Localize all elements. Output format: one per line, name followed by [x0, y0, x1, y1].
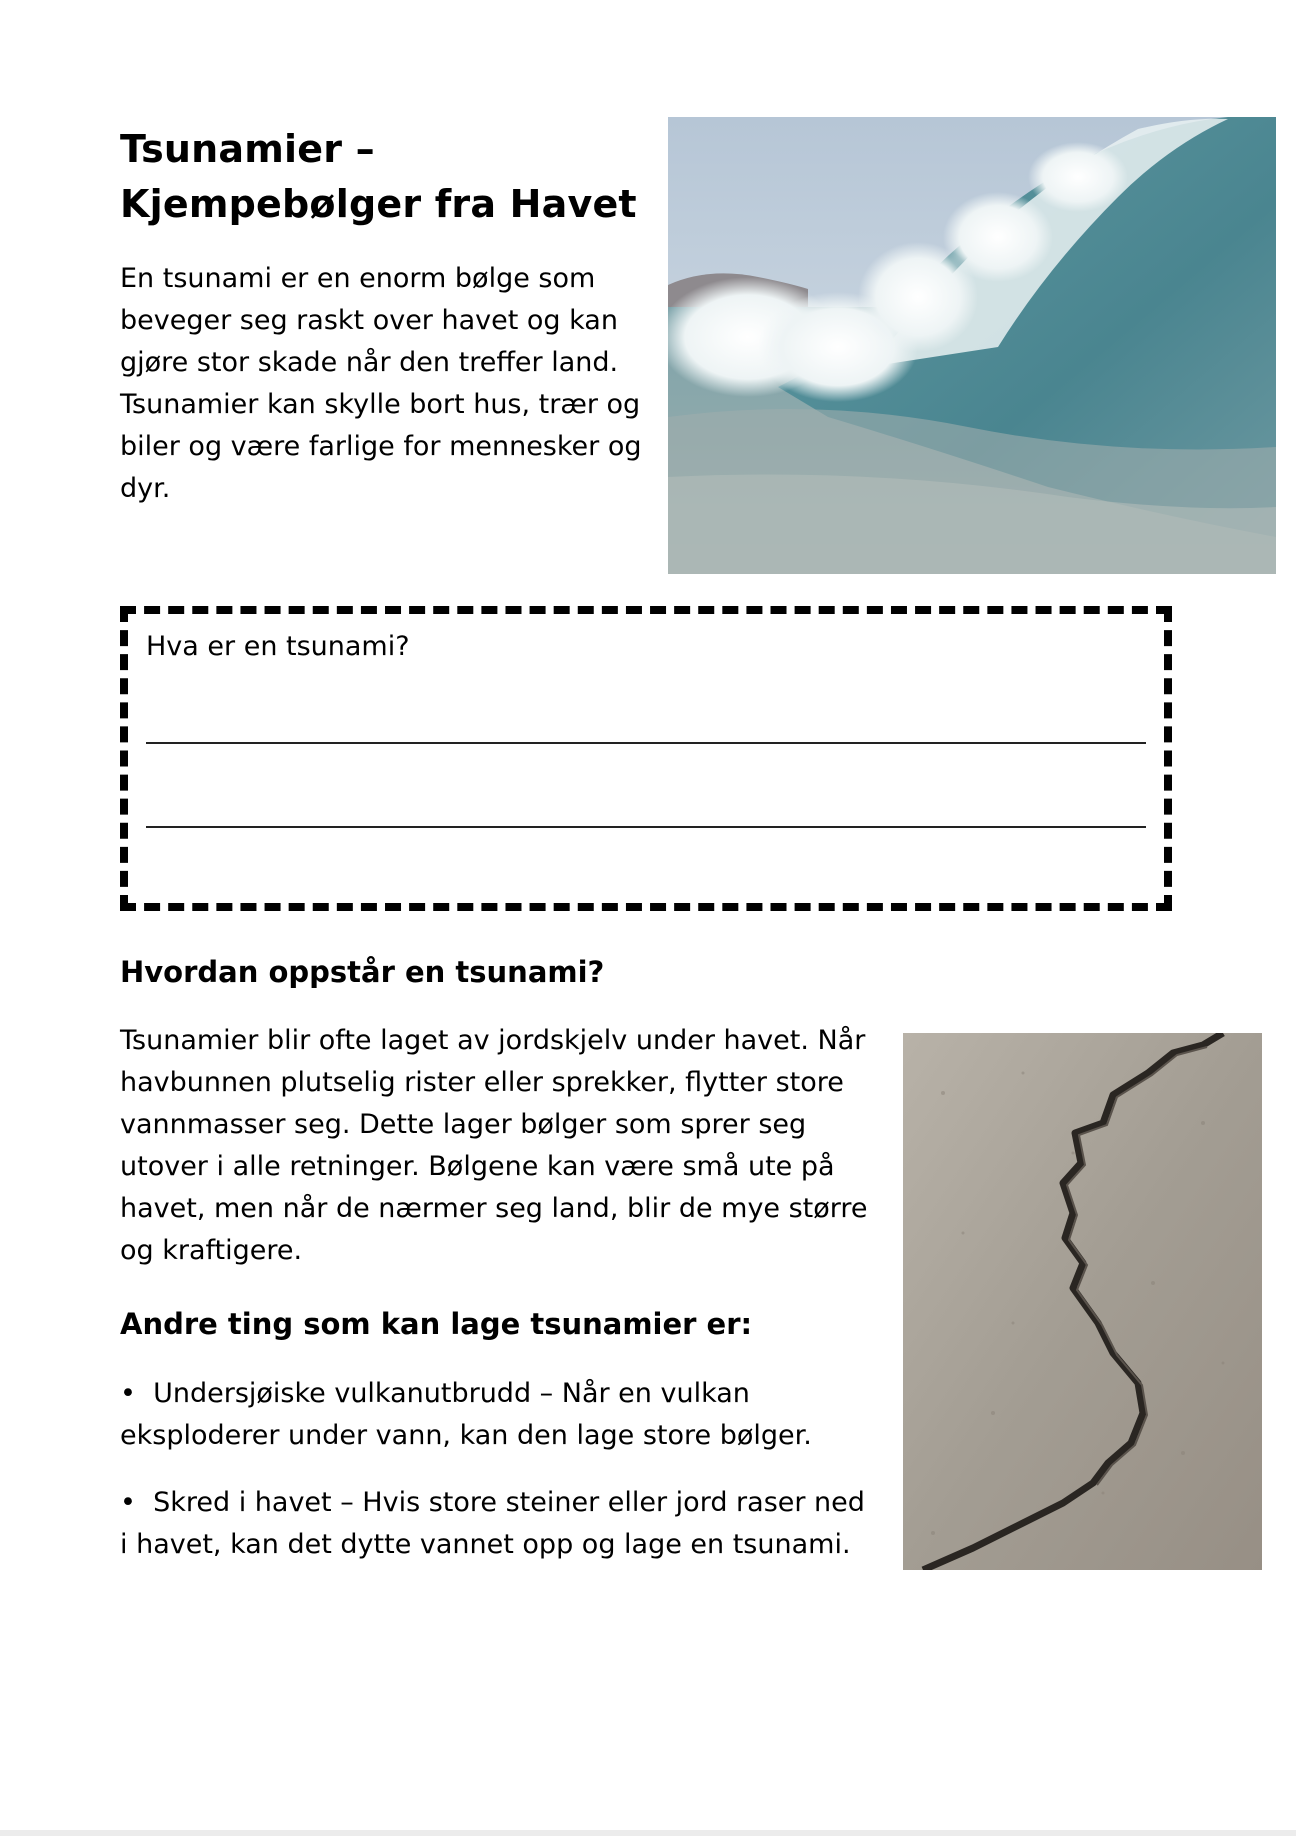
list-item: • Skred i havet – Hvis store steiner eller jord raser ned i havet, kan det dytte vannet opp og lage en tsunami.: [120, 1482, 880, 1566]
causes-list: [120, 1373, 880, 1591]
section-heading-how: Hvordan oppstår en tsunami?: [120, 955, 605, 989]
section-heading-other: Andre ting som kan lage tsunamier er:: [120, 1307, 753, 1341]
answer-line-2[interactable]: [146, 826, 1146, 828]
page-bottom-edge: [0, 1830, 1296, 1836]
how-paragraph: Tsunamier blir ofte laget av jordskjelv under havet. Når havbunnen plutselig rister eller sprekker, flytter store vannmasser seg. Dette lager bølger som sprer seg utover i alle retninger. Bølgene kan være små ute på havet, men når de nærmer seg land, blir de mye større og kraftigere.: [120, 1025, 868, 1266]
intro-paragraph: En tsunami er en enorm bølge som beveger seg raskt over havet og kan gjøre stor skade når den treffer land. Tsunamier kan skylle bort hus, trær og biler og være farlige for mennesker og dyr.: [120, 263, 642, 504]
question-box: [120, 606, 1172, 911]
ground-crack-photo: [903, 1033, 1262, 1570]
page-title: [120, 122, 660, 232]
answer-line-1[interactable]: [146, 742, 1146, 744]
wave-photo: [668, 117, 1276, 574]
title-line-1: Tsunamier –: [120, 127, 375, 171]
title-line-2: Kjempebølger fra Havet: [120, 182, 637, 226]
question-text: Hva er en tsunami?: [146, 631, 410, 662]
list-item: • Undersjøiske vulkanutbrudd – Når en vulkan eksploderer under vann, kan den lage store bølger.: [120, 1373, 880, 1457]
